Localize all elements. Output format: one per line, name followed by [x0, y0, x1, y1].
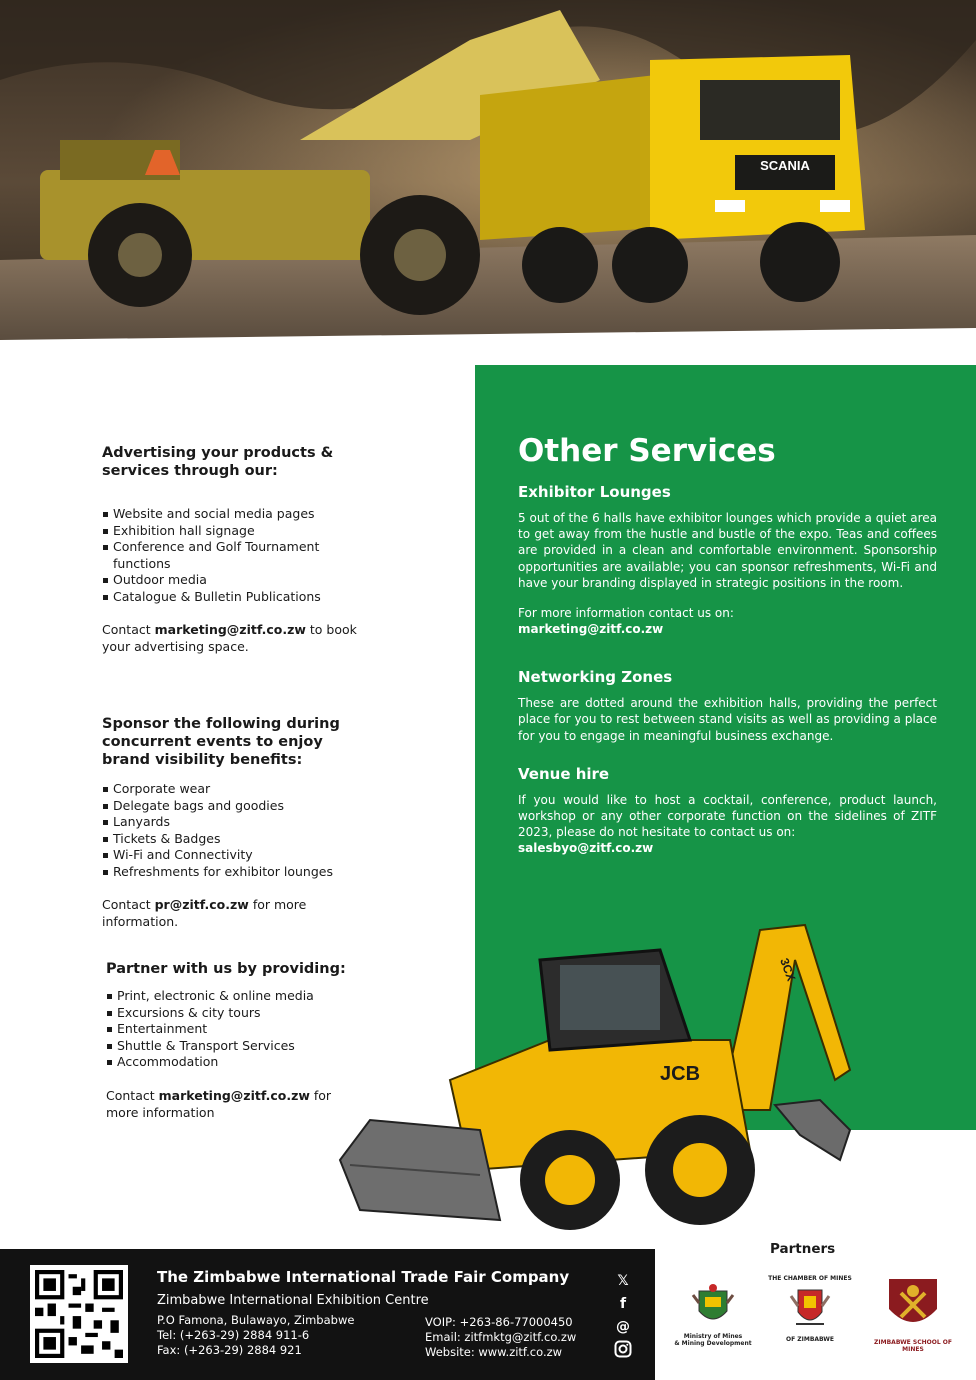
list-item: Lanyards [102, 814, 362, 831]
advertising-contact [102, 621, 362, 655]
advertising-email-link[interactable]: marketing@zitf.co.zw [154, 622, 306, 637]
backhoe-model-text: 3CX [777, 956, 799, 983]
venue-email-link[interactable]: salesbyo@zitf.co.zw [518, 841, 654, 856]
left-column [102, 444, 362, 1121]
exhibition-centre: Zimbabwe International Exhibition Centre [157, 1293, 429, 1308]
list-item: Refreshments for exhibitor lounges [102, 864, 362, 881]
hero-mining-photo [0, 0, 976, 365]
ministry-of-mines-logo[interactable] [668, 1283, 758, 1347]
dump-truck [480, 55, 865, 303]
school-caption: ZIMBABWE SCHOOL OF MINES [874, 1339, 952, 1353]
school-shield-icon [885, 1275, 941, 1335]
list-item: Print, electronic & online media [106, 988, 362, 1005]
advertising-title-line1: Advertising your products & [102, 445, 334, 461]
list-item: Entertainment [106, 1021, 362, 1038]
partner-contact [106, 1087, 362, 1121]
instagram-icon[interactable] [613, 1340, 633, 1360]
list-item: Corporate wear [102, 781, 362, 798]
facebook-icon[interactable]: f [619, 1296, 627, 1312]
fax: Fax: (+263-29) 2884 921 [157, 1343, 302, 1357]
contact-suffix: for more information. [102, 897, 307, 929]
exhibitor-lounges-title: Exhibitor Lounges [518, 483, 671, 501]
backhoe-brand-text: JCB [660, 1063, 701, 1085]
company-name: The Zimbabwe International Trade Fair Company [157, 1268, 570, 1286]
sponsor-section [102, 715, 362, 930]
advertising-list [102, 506, 362, 605]
networking-zones-body: These are dotted around the exhibition halls, providing the perfect place for you to rest between stand visits as well as providing a place for you to engage in meaningful business exchange. [518, 696, 937, 743]
footer [0, 1249, 655, 1380]
telephone: Tel: (+263-29) 2884 911-6 [157, 1328, 310, 1342]
x-icon[interactable]: 𝕏 [617, 1273, 629, 1289]
social-icons [613, 1271, 633, 1363]
list-item: Catalogue & Bulletin Publications [102, 589, 362, 606]
networking-zones-title: Networking Zones [518, 668, 673, 687]
contact-prefix: Contact [106, 1087, 159, 1103]
contact-prefix: Contact [102, 897, 155, 912]
contact-suffix: for more information [106, 1087, 332, 1120]
backhoe-loader-image [330, 920, 870, 1250]
coat-of-arms-icon [691, 1283, 735, 1329]
chamber-of-mines-logo[interactable] [766, 1275, 854, 1343]
list-item: Excursions & city tours [106, 1005, 362, 1022]
list-item: Delegate bags and goodies [102, 798, 362, 815]
partner-title: Partner with us by providing: [106, 961, 346, 977]
list-item: Shuttle & Transport Services [106, 1038, 362, 1055]
sponsor-title-line2: concurrent events to enjoy [102, 734, 323, 750]
list-item: Outdoor media [102, 572, 362, 589]
voip: VOIP: +263-86-77000450 [425, 1315, 573, 1329]
chamber-caption-bottom: OF ZIMBABWE [785, 1336, 835, 1343]
chamber-caption-top: THE CHAMBER OF MINES [768, 1275, 852, 1282]
ministry-caption-line2: & Mining Development [674, 1340, 752, 1347]
list-item: Exhibition hall signage [102, 523, 362, 540]
list-item: Wi-Fi and Connectivity [102, 847, 362, 864]
right-column [518, 432, 937, 856]
list-item: Accommodation [106, 1054, 362, 1071]
partner-section [106, 960, 362, 1121]
truck-brand-text: SCANIA [760, 158, 810, 173]
advertising-title-line2: services through our: [102, 463, 278, 479]
sponsor-list [102, 781, 362, 880]
lounges-email-link[interactable]: marketing@zitf.co.zw [518, 622, 664, 637]
postal-address: P.O Famona, Bulawayo, Zimbabwe [157, 1313, 355, 1327]
contact-suffix: to book your advertising space. [102, 622, 357, 654]
website-link[interactable]: Website: www.zitf.co.zw [425, 1345, 563, 1359]
list-item: Conference and Golf Tournament functions [102, 539, 362, 572]
lounges-more-info: For more information contact us on: [518, 606, 734, 621]
venue-hire-title: Venue hire [518, 764, 610, 783]
email-link[interactable]: Email: zitfmktg@zitf.co.zw [425, 1330, 577, 1344]
contact-block [425, 1315, 576, 1360]
sponsor-title [102, 715, 362, 769]
other-services-title: Other Services [518, 433, 776, 469]
sponsor-email-link[interactable]: pr@zitf.co.zw [154, 897, 249, 912]
advertising-title [102, 444, 362, 480]
partner-list [106, 988, 362, 1071]
advertising-section [102, 444, 362, 655]
partner-email-link[interactable]: marketing@zitf.co.zw [158, 1087, 310, 1103]
ministry-caption-line1: Ministry of Mines [683, 1333, 743, 1340]
sponsor-title-line1: Sponsor the following during [102, 716, 340, 732]
sponsor-contact [102, 896, 362, 930]
address-block [157, 1313, 354, 1358]
sponsor-title-line3: brand visibility benefits: [102, 752, 303, 768]
school-of-mines-logo[interactable] [868, 1275, 958, 1353]
chamber-crest-icon [788, 1282, 832, 1332]
exhibitor-lounges-body: 5 out of the 6 halls have exhibitor lounges which provide a quiet area to get away from the hustle and bustle of the expo. Teas and coffees are provided in a clean and comfortable environment. Sponsorship opportunities are available; you can sponsor refreshments, Wi-Fi and have your branding displayed in strategic positions in the room. [518, 511, 937, 590]
venue-hire-body: If you would like to host a cocktail, conference, product launch, workshop or any other corporate function on the sidelines of ZITF 2023, please do not hesitate to contact us on: [518, 792, 937, 840]
qr-code[interactable] [30, 1265, 128, 1363]
list-item: Website and social media pages [102, 506, 362, 523]
list-item: Tickets & Badges [102, 831, 362, 848]
partners-title: Partners [770, 1241, 836, 1257]
contact-prefix: Contact [102, 622, 155, 637]
threads-icon[interactable]: @ [616, 1319, 630, 1335]
